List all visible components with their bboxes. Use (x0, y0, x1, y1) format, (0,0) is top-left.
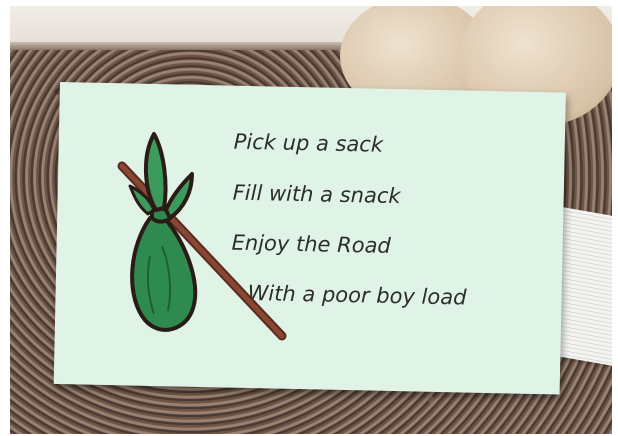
card-line-2: Fill with a snack (232, 180, 401, 209)
card-line-3: Enjoy the Road (231, 230, 392, 258)
card-line-1: Pick up a sack (233, 129, 384, 157)
bindle-icon (112, 126, 302, 346)
card-line-4: With a poor boy load (247, 280, 467, 310)
